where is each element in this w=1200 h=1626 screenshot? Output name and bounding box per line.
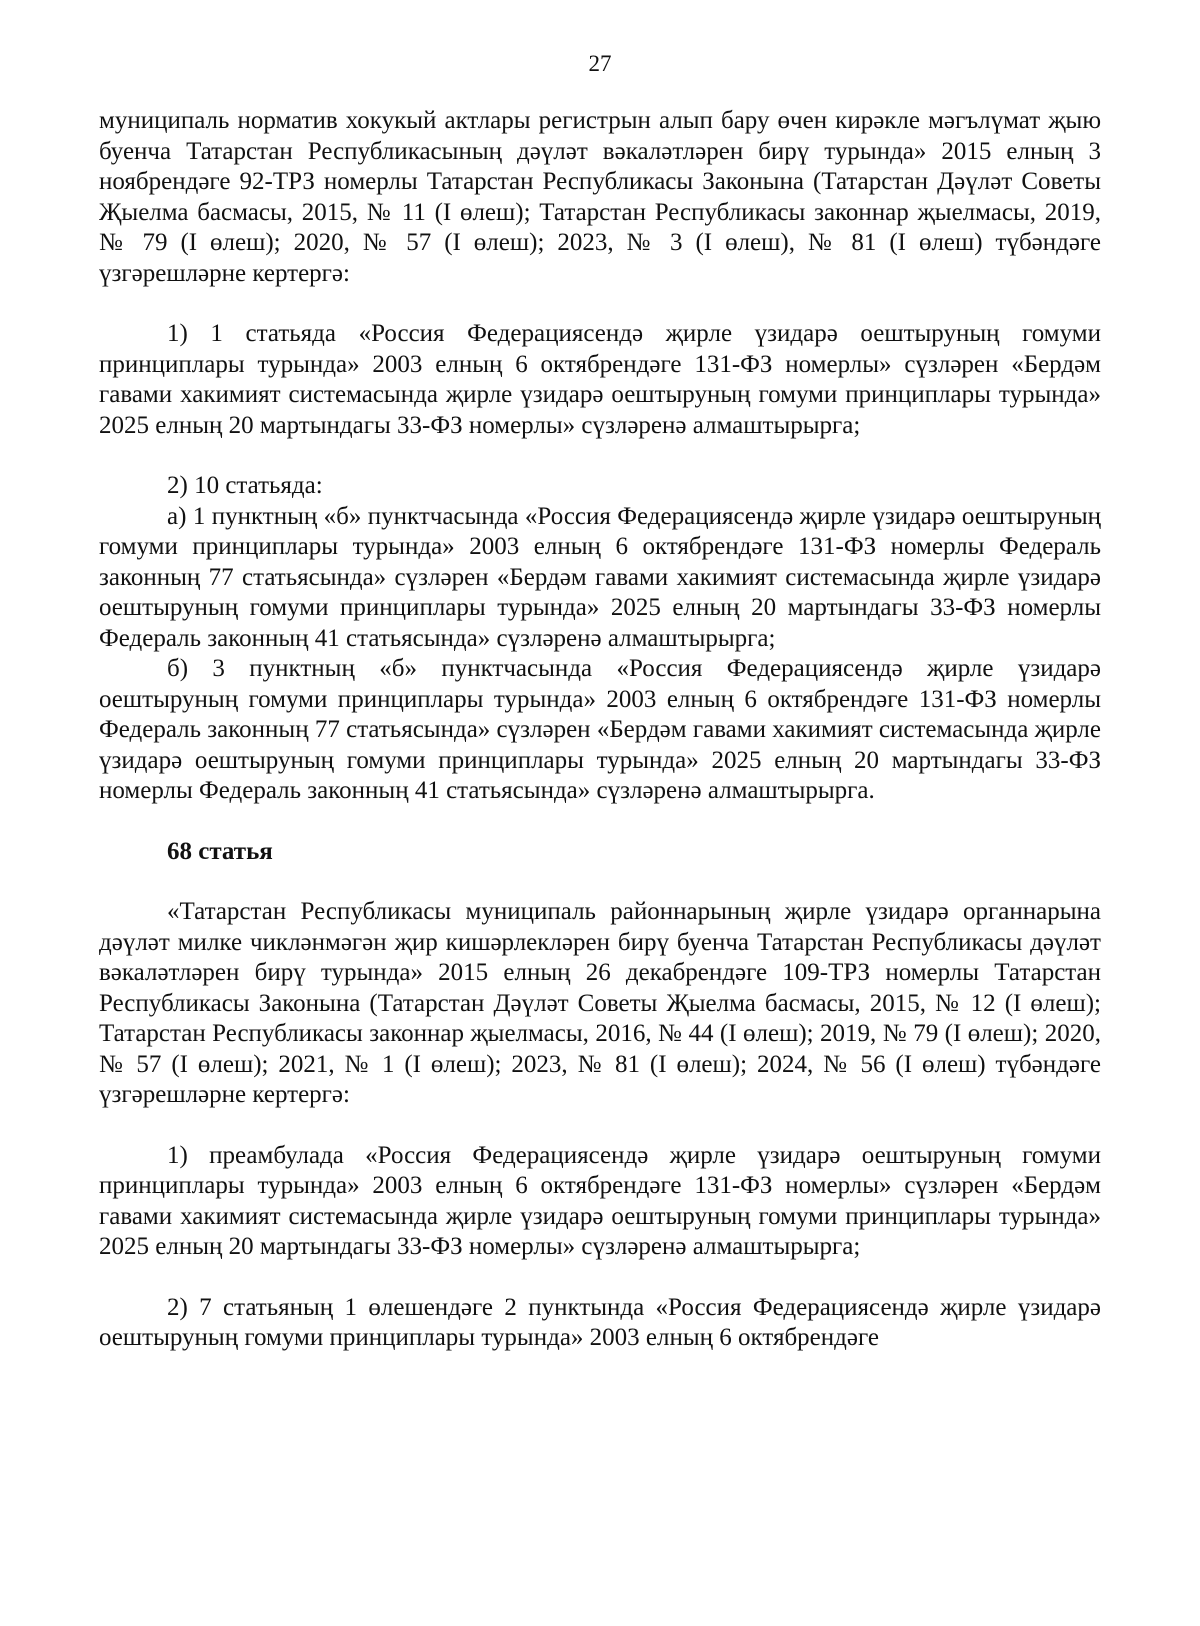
- paragraph-continuation: муниципаль норматив хокукый актлары регистрын алып бару өчен кирәкле мәгълүмат җыю буенча Татарстан Республикасының дәүләт вәкаләтләрен бирү турында» 2015 елның 3 ноябрендәге 92-ТРЗ номерлы Татарстан Республикасы Законына (Татарстан Дәүләт Советы Җыелма басмасы, 2015, № 11 (I өлеш); Татарстан Республикасы законнар җыелмасы, 2019, № 79 (I өлеш); 2020, № 57 (I өлеш); 2023, № 3 (I өлеш), № 81 (I өлеш) түбәндәге үзгәрешләрне кертергә:: [99, 107, 1101, 287]
- paragraph-subitem-b: б) 3 пунктның «б» пунктчасында «Россия Федерациясендә җирле үзидарә оештыруның гомуми принциплары турында» 2003 елның 6 октябрендәге 131-ФЗ номерлы Федераль законның 77 статьясында» сүзләрен «Бердәм гавами хакимият системасында җирле үзидарә оештыруның гомуми принциплары турында» 2025 елның 20 мартындагы 33-ФЗ номерлы Федераль законның 41 статьясында» сүзләренә алмаштырырга.: [99, 655, 1101, 804]
- article-intro-paragraph: «Татарстан Республикасы муниципаль районнарының җирле үзидарә органнарына дәүләт милке чикләнмәгән җир кишәрлекләрен бирү буенча Татарстан Республикасы дәүләт вәкаләтләрен бирү турында» 2015 елның 26 декабрендәге 109-ТРЗ номерлы Татарстан Республикасы Законына (Татарстан Дәүләт Советы Җыелма басмасы, 2015, № 12 (I өлеш); Татарстан Республикасы законнар җыелмасы, 2016, № 44 (I өлеш); 2019, № 79 (I өлеш); 2020, № 57 (I өлеш); 2021, № 1 (I өлеш); 2023, № 81 (I өлеш); 2024, № 56 (I өлеш) түбәндәге үзгәрешләрне кертергә:: [99, 898, 1101, 1108]
- article-heading: 68 статья: [167, 837, 273, 865]
- page-number: 27: [588, 51, 612, 76]
- paragraph-item-2: 2) 10 статьяда:: [167, 472, 323, 499]
- article-item-2: 2) 7 статьяның 1 өлешендәге 2 пунктында «Россия Федерациясендә җирле үзидарә оештыруның гомуми принциплары турында» 2003 елның 6 октябрендәге: [99, 1293, 1101, 1351]
- paragraph-subitem-a: а) 1 пунктның «б» пунктчасында «Россия Федерациясендә җирле үзидарә оештыруның гомуми принциплары турында» 2003 елның 6 октябрендәге 131-ФЗ номерлы Федераль законның 77 статьясында» сүзләрен «Бердәм гавами хакимият системасында җирле үзидарә оештыруның гомуми принциплары турында» 2025 елның 20 мартындагы 33-ФЗ номерлы Федераль законның 41 статьясында» сүзләренә алмаштырырга;: [99, 502, 1101, 652]
- document-body: [99, 106, 1101, 1354]
- article-item-1: 1) преамбулада «Россия Федерациясендә җирле үзидарә оештыруның гомуми принциплары турында» 2003 елның 6 октябрендәге 131-ФЗ номерлы» сүзләрен «Бердәм гавами хакимият системасында җирле үзидарә оештыруның гомуми принциплары турында» 2025 елның 20 мартындагы 33-ФЗ номерлы» сүзләренә алмаштырырга;: [99, 1141, 1101, 1260]
- paragraph-item-1: 1) 1 статьяда «Россия Федерациясендә җирле үзидарә оештыруның гомуми принциплары турында» 2003 елның 6 октябрендәге 131-ФЗ номерлы» сүзләрен «Бердәм гавами хакимият системасында җирле үзидарә оештыруның гомуми принциплары турында» 2025 елның 20 мартындагы 33-ФЗ номерлы» сүзләренә алмаштырырга;: [99, 320, 1101, 439]
